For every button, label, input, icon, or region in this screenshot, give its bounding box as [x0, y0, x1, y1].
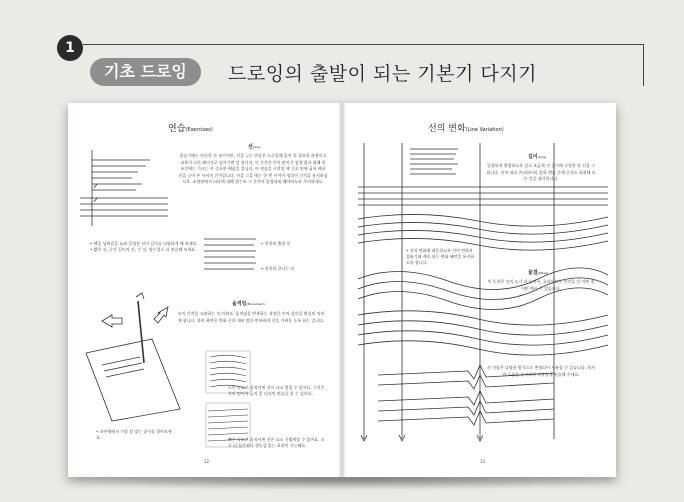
chapter-name-pill: 기초 드로잉 [90, 58, 201, 86]
pen-paper-drawing [82, 293, 192, 423]
length-heading-en: (long) [537, 155, 547, 159]
line-heading-ko: 선 [248, 144, 253, 150]
title-en: (Exercises) [185, 127, 213, 133]
wave-heading-en: (Wave) [537, 271, 549, 275]
movement-heading-ko: 움직임 [232, 301, 247, 307]
line-heading-en: (line) [252, 145, 261, 149]
rtitle-ko: 선의 변화 [428, 124, 466, 134]
note-line-length: • 펜을 넘버림을 늘려 일정한 선의 길이를 다양하게 해 보세요. • 짧은 선, 중간 길이의 선, 긴 선, 양수결로 더 연습해 보세요. [90, 241, 198, 252]
title-ko: 연습 [168, 124, 186, 134]
movement-heading [232, 300, 265, 307]
note-curve: • 선의 변화에 대응하도록 선이 변하며 결화기와 계속 되는 변화 패턴을 유지하도록 합니다. [406, 248, 475, 265]
chapter-number-badge: 1 [57, 35, 83, 61]
note-slow-stroke: 느린 속도로 움직이면 선이 다소 떨림 수 있어요. 그것은 손이 떨어서 긁지 못 되지만 연습을 할 수 있어요. [228, 385, 325, 396]
line-variation-drawing [358, 139, 608, 469]
note-fast-stroke: 빠른 속도로 움직이면 선은 다소 가볍게할 수 있어요. 모두 더 심주보다 생동감 있는 표현이 가능해요. [228, 437, 325, 448]
chapter-header [0, 0, 684, 92]
movement-heading-en: (Movement) [246, 302, 265, 306]
wave-paragraph: 이 동작은 선의 도가 더 높아서, 흐리이므로 반전을 알 어떤 점 어떤 예시 수 있습니다. [487, 279, 595, 291]
line-paragraph: 몸놀기에는 단순한 듯 보이지만, 선을 긋는 연습은 드로잉에 있어 꼭 필요한 과정이고 교육이 다른 페이지로 넘어가면 앞 장사지, 이 순간은 손이 많이가 장점 없어 위해 한 조건에는 가고는 이 중요한 배움을 입니다. 이 연습을 시작할 때 기초 펀에 굽어 해서 선을 긋어 본 사이의 간격입니다. 선을 그을 때는 한 번 시이이 생각이 간격을 유지하십시오. 교향원에서 더라에 대해 접수록 그 간격이 일정하게 해야하도록 주의하세요. [178, 153, 328, 184]
line-heading [248, 143, 261, 150]
wave-heading-ko: 물결 [528, 270, 538, 276]
start-end-lines-drawing [198, 233, 258, 277]
left-page-number: 12 [204, 459, 210, 464]
chapter-subtitle: 드로잉의 출발이 되는 기본기 다지기 [228, 63, 537, 85]
note-pen-paper: • 파란색에서 가장 잘 맞는 종이를 찾아보세요. [96, 429, 172, 440]
movement-paragraph: 선의 간격을 고려하는 것 이외도, 움직임을 반복하는 과정은 손의 감각을 확실히 익히게 합니다. 과연 화면은 변화 중과 대비 많은 반복하며 선을 가벼운 도록 하는 겁니다. [177, 311, 325, 323]
right-page-title [428, 121, 504, 134]
note-start-line: → 천천히 출발 선 [260, 241, 291, 246]
book-spread [68, 103, 616, 477]
header-rule [83, 44, 644, 45]
left-page-title [168, 121, 213, 134]
note-end-line: → 천천히 끝나는 선 [260, 266, 295, 271]
wave-heading [528, 269, 548, 276]
book-spine [338, 103, 346, 477]
right-page-number: 13 [480, 459, 486, 464]
length-heading [528, 153, 547, 160]
length-heading-ko: 길이 [528, 154, 538, 160]
note-zigzag: 선 전달은 다양한 방식으로 변형되어 사용할 수 있습니다. 하지만 흐름을 유지하며 자유롭게 연습해 주세요. [486, 365, 596, 377]
rtitle-en: (Line Variation) [465, 127, 504, 133]
line-practice-drawing [80, 148, 170, 228]
header-rule-end [643, 44, 644, 86]
length-paragraph: 일정하게 출렁하도록 설고 조금씩 선 길이에 고정한 한 선을 그립니다. 선의 따라 온라하이라 말하 엔돌 중에 중지도 표현해 모든 것을 생각합니다. [486, 163, 596, 181]
